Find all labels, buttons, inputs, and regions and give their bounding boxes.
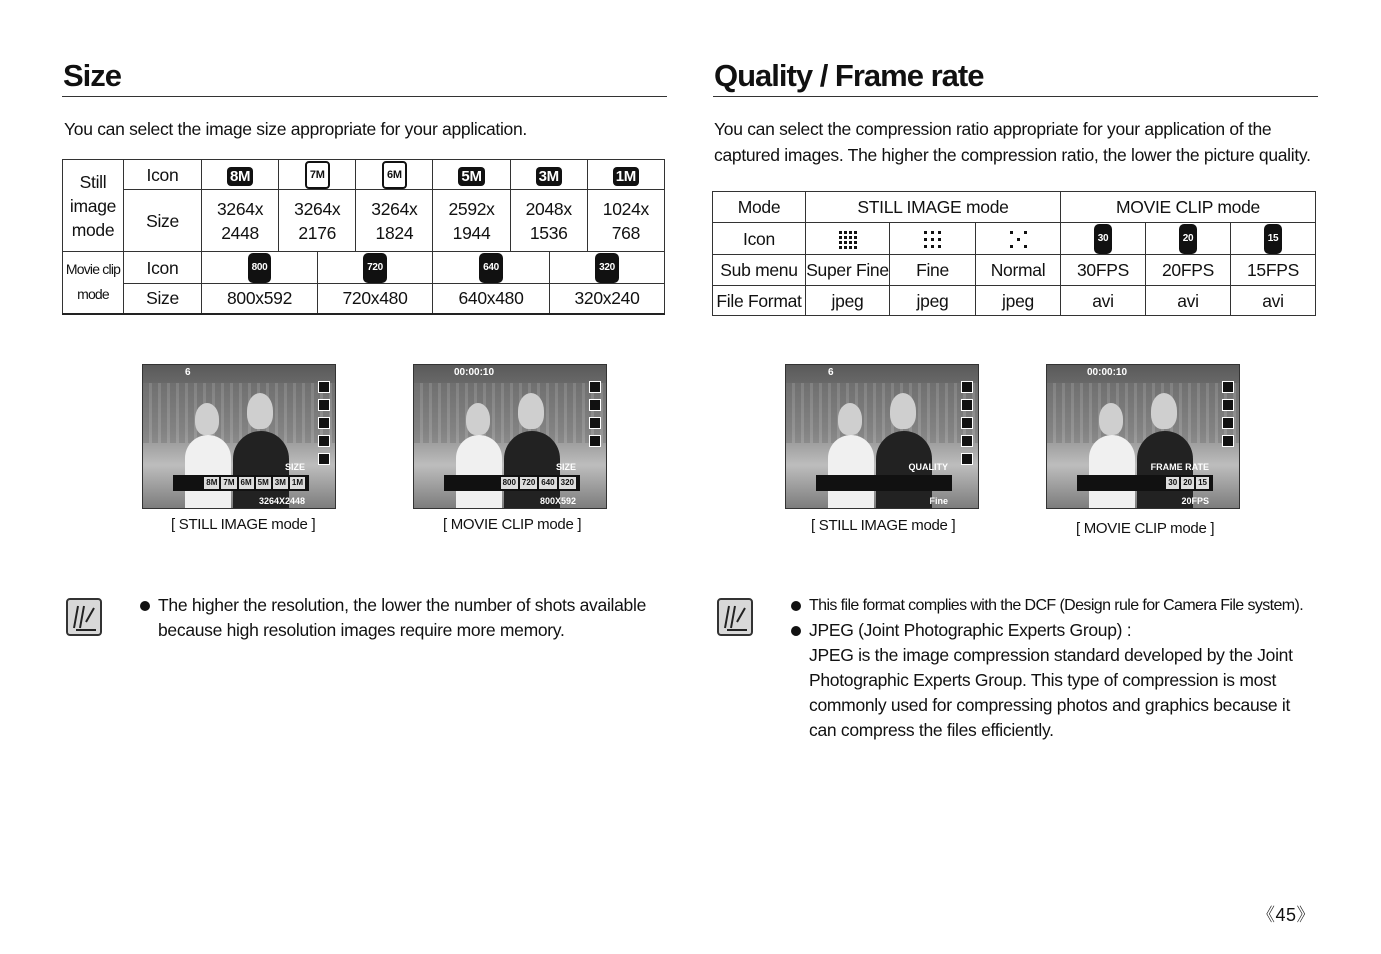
quality-intro: You can select the compression ratio appropriate for your application of the captured images. The higher the compression ratio, the lower the picture quality.: [714, 119, 1311, 165]
size-notes: [140, 593, 650, 643]
size-icon-8m: 8M: [202, 160, 279, 190]
size-title: Size: [63, 58, 122, 93]
quality-notes: [791, 593, 1316, 743]
submenu-cell: 20FPS: [1146, 255, 1231, 286]
submenu-cell: Super Fine: [806, 255, 890, 286]
format-cell: jpeg: [890, 286, 976, 316]
movie-size-table: [62, 251, 665, 315]
lcd-status-bar: 6: [185, 367, 191, 378]
mode-header: Mode: [713, 192, 806, 223]
quality-superfine-icon: [806, 223, 890, 255]
quality-title: Quality / Frame rate: [714, 58, 984, 93]
size-intro: You can select the image size appropriate for your application.: [64, 119, 527, 139]
fps-20-icon: 20: [1146, 223, 1231, 255]
still-size-row-label: Size: [124, 190, 202, 252]
movie-icon-320: 320: [550, 252, 665, 284]
size-table: [62, 159, 665, 252]
lcd-status-bar: 6: [828, 367, 834, 378]
still-size-cell: 2048x 1536: [510, 190, 587, 252]
lcd-size-panel: SIZE 800 720 640 320 800X592: [444, 462, 580, 506]
still-icon-row-label: Icon: [124, 160, 202, 190]
lcd-status-bar: 00:00:10: [1087, 367, 1128, 378]
format-cell: jpeg: [976, 286, 1061, 316]
page-number: 《45》: [1256, 905, 1315, 925]
still-size-cell: 2592x 1944: [433, 190, 510, 252]
lcd-side-icons: [316, 381, 332, 465]
lcd-still-size-screenshot: [142, 364, 336, 509]
caption-still-quality: [ STILL IMAGE mode ]: [811, 517, 956, 534]
quality-title-rule: [713, 96, 1318, 97]
still-size-cell: 3264x 1824: [356, 190, 433, 252]
lcd-status-bar: 00:00:10: [454, 367, 495, 378]
format-row-label: File Format: [713, 286, 806, 316]
movie-mode-label: Movie clip mode: [63, 252, 124, 314]
submenu-cell: Normal: [976, 255, 1061, 286]
submenu-cell: 30FPS: [1061, 255, 1146, 286]
still-size-cell: 1024x 768: [587, 190, 664, 252]
movie-size-cell: 720x480: [318, 284, 433, 314]
still-size-cell: 3264x 2448: [202, 190, 279, 252]
lcd-side-icons: [587, 381, 603, 447]
size-icon-5m: 5M: [433, 160, 510, 190]
size-icon-6m: 6M: [356, 160, 433, 190]
still-mode-label: Still image mode: [63, 160, 124, 252]
submenu-row-label: Sub menu: [713, 255, 806, 286]
movie-size-cell: 320x240: [550, 284, 665, 314]
lcd-quality-panel: QUALITY Fine: [816, 462, 952, 506]
still-mode-header: STILL IMAGE mode: [806, 192, 1061, 223]
size-icon-7m: 7M: [279, 160, 356, 190]
size-icon-1m: 1M: [587, 160, 664, 190]
note-item: JPEG (Joint Photographic Experts Group) :: [791, 618, 1316, 643]
size-icon-3m: 3M: [510, 160, 587, 190]
note-pencil-icon: [717, 598, 753, 636]
submenu-cell: 15FPS: [1231, 255, 1316, 286]
note-continuation: JPEG is the image compression standard developed by the Joint Photographic Experts Group. This type of compression is most commonly used for compressing photos and graphics because it can compress the files efficiently.: [809, 645, 1293, 740]
lcd-side-icons: [959, 381, 975, 465]
movie-mode-header: MOVIE CLIP mode: [1061, 192, 1316, 223]
movie-icon-row-label: Icon: [124, 252, 202, 284]
quality-normal-icon: [976, 223, 1061, 255]
format-cell: jpeg: [806, 286, 890, 316]
lcd-still-quality-screenshot: [785, 364, 979, 509]
movie-icon-640: 640: [433, 252, 550, 284]
submenu-cell: Fine: [890, 255, 976, 286]
caption-movie-size: [ MOVIE CLIP mode ]: [443, 516, 582, 533]
quality-table: [712, 191, 1316, 316]
lcd-framerate-panel: FRAME RATE 30 20 15 20FPS: [1077, 462, 1213, 506]
still-size-cell: 3264x 2176: [279, 190, 356, 252]
format-cell: avi: [1146, 286, 1231, 316]
note-item: The higher the resolution, the lower the number of shots available because high resolution images require more memory.: [140, 593, 650, 643]
format-cell: avi: [1231, 286, 1316, 316]
note-item: This file format complies with the DCF (Design rule for Camera File system).: [791, 593, 1316, 618]
lcd-side-icons: [1220, 381, 1236, 447]
lcd-size-panel: SIZE 8M 7M 6M 5M 3M 1M 3264X2448: [173, 462, 309, 506]
size-title-rule: [62, 96, 667, 97]
movie-icon-720: 720: [318, 252, 433, 284]
movie-icon-800: 800: [202, 252, 318, 284]
caption-movie-framerate: [ MOVIE CLIP mode ]: [1076, 520, 1215, 537]
lcd-movie-size-screenshot: [413, 364, 607, 509]
icon-row-label: Icon: [713, 223, 806, 255]
fps-15-icon: 15: [1231, 223, 1316, 255]
note-pencil-icon: [66, 598, 102, 636]
caption-still-size: [ STILL IMAGE mode ]: [171, 516, 316, 533]
format-cell: avi: [1061, 286, 1146, 316]
quality-fine-icon: [890, 223, 976, 255]
movie-size-row-label: Size: [124, 284, 202, 314]
lcd-movie-framerate-screenshot: [1046, 364, 1240, 509]
movie-size-cell: 800x592: [202, 284, 318, 314]
movie-size-cell: 640x480: [433, 284, 550, 314]
fps-30-icon: 30: [1061, 223, 1146, 255]
